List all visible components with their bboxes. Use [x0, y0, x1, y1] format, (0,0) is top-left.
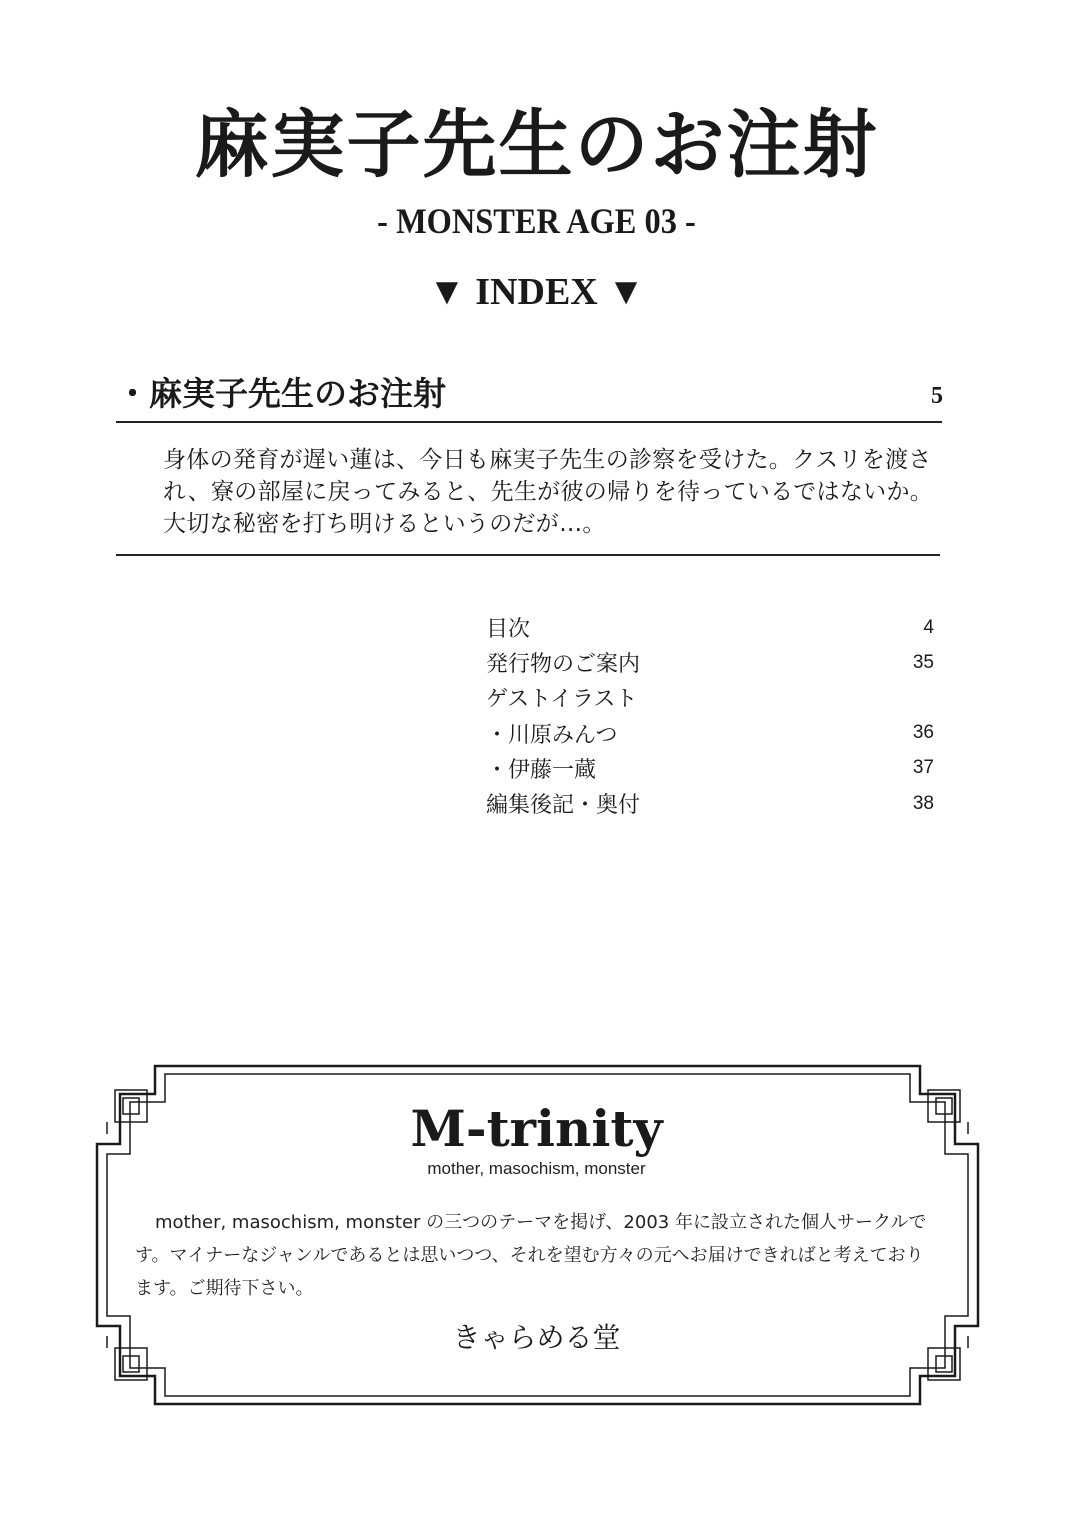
toc-item [486, 716, 936, 751]
toc-item-label: ・伊藤一蔵 [486, 757, 597, 783]
circle-tagline: mother, masochism, monster [427, 1159, 646, 1178]
story-title: ・麻実子先生のお注射 [116, 374, 446, 413]
circle-name: M-trinity [410, 1099, 663, 1158]
toc-item-page: 38 [912, 792, 934, 814]
toc-item [486, 610, 936, 645]
toc-item [486, 751, 936, 786]
story-top-divider [116, 421, 942, 423]
toc-item-label: 編集後記・奥付 [486, 793, 641, 819]
circle-description: mother, masochism, monster の三つのテーマを掲げ、2003 年に設立された個人サークルです。マイナーなジャンルであるとは思いつつ、それを望む方々の元へお届けできればと考えております。ご期待下さい。 [135, 1212, 927, 1299]
story-bottom-divider [116, 554, 940, 556]
toc-item [486, 786, 936, 821]
page-title: 麻実子先生のお注射 [194, 102, 879, 188]
toc-item-page: 4 [923, 616, 934, 638]
toc-item-page: 36 [912, 722, 934, 744]
table-of-contents [486, 610, 936, 821]
toc-item-label: ・川原みんつ [486, 722, 618, 748]
story-synopsis: 身体の発育が遅い蓮は、今日も麻実子先生の診察を受けた。クスリを渡され、寮の部屋に戻ってみると、先生が彼の帰りを待っているではないか。大切な秘密を打ち明けるというのだが…。 [163, 447, 934, 537]
toc-item [486, 680, 936, 715]
toc-item-label: 目次 [486, 617, 531, 643]
story-page-number: 5 [931, 383, 943, 409]
toc-item-label: 発行物のご案内 [486, 652, 641, 678]
toc-item-page: 37 [912, 757, 934, 779]
page-subtitle: - MONSTER AGE 03 - [377, 201, 696, 241]
toc-item-label: ゲストイラスト [486, 687, 638, 713]
index-heading: ▼ INDEX ▼ [428, 271, 645, 313]
toc-item-page: 35 [912, 651, 934, 673]
toc-item [486, 645, 936, 680]
circle-author: きゃらめる堂 [452, 1321, 621, 1354]
